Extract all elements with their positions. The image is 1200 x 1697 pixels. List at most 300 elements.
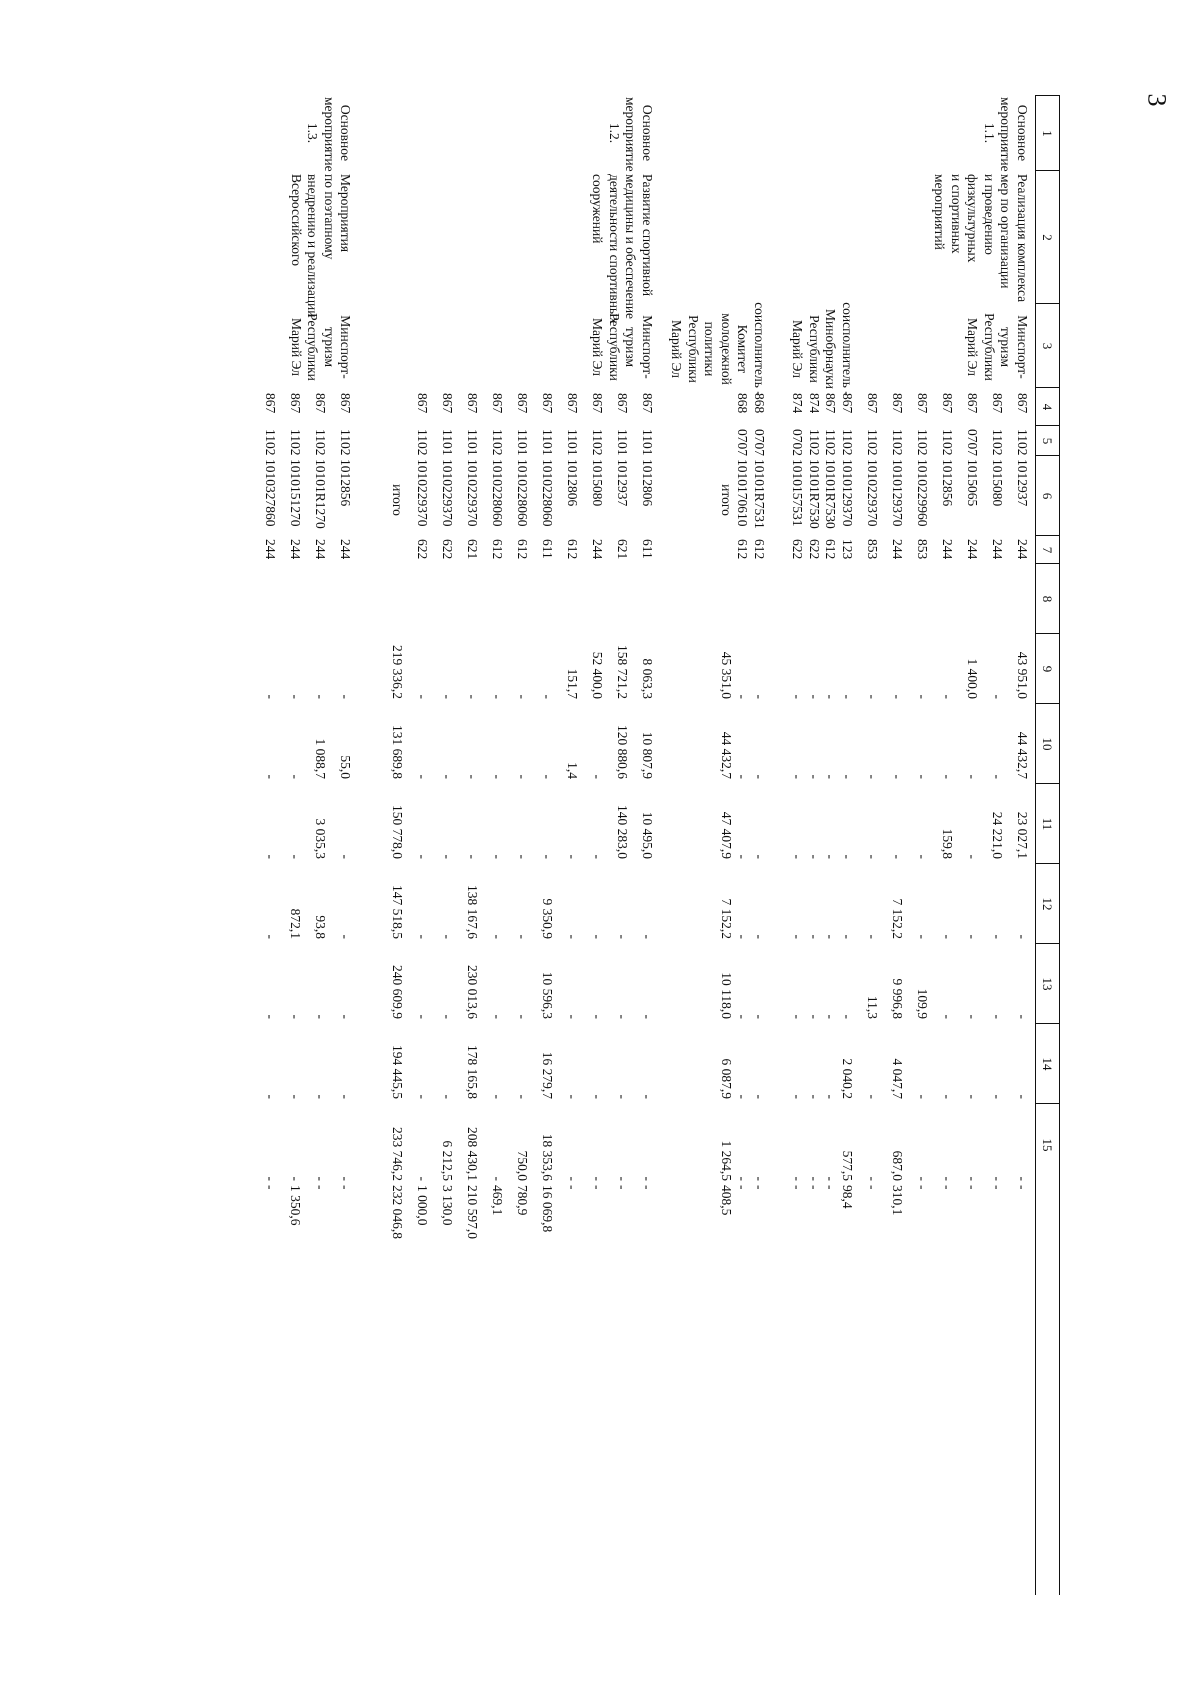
value-cell: 98,4 bbox=[840, 1185, 855, 1209]
code-rz-pr: 1101 bbox=[640, 429, 655, 456]
code-rz-pr: 1102 bbox=[940, 429, 955, 456]
value-cell: - bbox=[338, 934, 354, 939]
code-vr: 244 bbox=[940, 539, 955, 560]
value-cell: 18 353,6 bbox=[540, 1133, 555, 1181]
total-value: 47 407,9 bbox=[719, 811, 734, 859]
value-cell: 52 400,0 bbox=[590, 651, 605, 699]
value-cell: 24 221,0 bbox=[990, 811, 1005, 859]
value-cell: - bbox=[915, 1185, 930, 1190]
code-rz-pr: 1102 bbox=[490, 429, 505, 456]
value-cell: 310,1 bbox=[890, 1185, 905, 1216]
column-header-1: 1 bbox=[1035, 95, 1060, 171]
measure-number: Основное мероприятие 1.2. bbox=[607, 97, 655, 172]
value-cell: - bbox=[865, 934, 880, 939]
value-cell: 750,0 bbox=[515, 1150, 530, 1181]
code-grbs: 867 bbox=[515, 393, 530, 414]
column-header-8: 8 bbox=[1035, 563, 1060, 634]
code-vr: 244 bbox=[288, 539, 304, 560]
value-cell: - bbox=[338, 694, 354, 699]
code-csr: 1015080 bbox=[590, 459, 605, 507]
code-rz-pr: 1101 bbox=[440, 429, 455, 456]
value-cell: - bbox=[540, 694, 555, 699]
value-cell: - bbox=[752, 1176, 767, 1181]
value-cell: - bbox=[565, 934, 580, 939]
code-csr: 10101R7530 bbox=[823, 459, 839, 529]
value-cell: - bbox=[790, 1014, 806, 1019]
column-header-2: 2 bbox=[1035, 170, 1060, 304]
value-cell: - bbox=[807, 854, 822, 859]
value-cell: - bbox=[735, 934, 751, 939]
value-cell: 11,3 bbox=[865, 995, 880, 1019]
value-cell: 6 212,5 bbox=[440, 1140, 455, 1181]
column-header-11: 11 bbox=[1035, 783, 1060, 864]
co-executor: соисполнитель - Комитет молодежной политики Республики Марий Эл bbox=[669, 302, 767, 396]
code-grbs: 867 bbox=[965, 393, 980, 414]
value-cell: - bbox=[338, 1176, 354, 1181]
value-cell: 55,0 bbox=[338, 755, 354, 779]
value-cell: 109,9 bbox=[915, 988, 930, 1019]
value-cell: - bbox=[790, 1185, 806, 1190]
total-value: 150 778,0 bbox=[390, 805, 405, 859]
value-cell: - bbox=[440, 854, 455, 859]
value-cell: - bbox=[823, 1176, 839, 1181]
value-cell: 1 350,6 bbox=[288, 1185, 304, 1226]
code-rz-pr: 1101 bbox=[615, 429, 630, 456]
code-grbs: 868 bbox=[735, 393, 751, 414]
code-csr: 1010229370 bbox=[465, 459, 480, 527]
value-cell: - bbox=[465, 854, 480, 859]
value-cell: - bbox=[465, 694, 480, 699]
value-cell: - bbox=[415, 934, 430, 939]
code-csr: 1010157531 bbox=[790, 459, 806, 527]
value-cell: - bbox=[313, 1185, 329, 1190]
value-cell: - bbox=[1015, 1176, 1030, 1181]
value-cell: - bbox=[313, 1014, 329, 1019]
total-value: 6 087,9 bbox=[719, 1058, 734, 1099]
code-csr: 1012856 bbox=[338, 459, 354, 507]
value-cell: - bbox=[752, 694, 767, 699]
column-header-6: 6 bbox=[1035, 455, 1060, 536]
value-cell: - bbox=[940, 1176, 955, 1181]
value-cell: - bbox=[790, 854, 806, 859]
value-cell: - bbox=[490, 1176, 505, 1181]
value-cell: - bbox=[615, 1185, 630, 1190]
value-cell: - bbox=[288, 854, 304, 859]
value-cell: 138 167,6 bbox=[465, 885, 480, 939]
code-rz-pr: 1102 bbox=[990, 429, 1005, 456]
code-csr: 1012806 bbox=[565, 459, 580, 507]
value-cell: - bbox=[807, 1176, 822, 1181]
value-cell: 2 040,2 bbox=[840, 1058, 855, 1099]
value-cell: - bbox=[940, 774, 955, 779]
value-cell: - bbox=[640, 1185, 655, 1190]
column-header-3: 3 bbox=[1035, 303, 1060, 388]
value-cell: 10 495,0 bbox=[640, 811, 655, 859]
code-grbs: 867 bbox=[263, 393, 279, 414]
value-cell: 1 000,0 bbox=[415, 1185, 430, 1226]
value-cell: - bbox=[515, 1014, 530, 1019]
code-csr: 1010229370 bbox=[440, 459, 455, 527]
value-cell: - bbox=[540, 774, 555, 779]
value-cell: - bbox=[440, 694, 455, 699]
value-cell: - bbox=[990, 694, 1005, 699]
value-cell: - bbox=[640, 1176, 655, 1181]
code-grbs: 867 bbox=[915, 393, 930, 414]
total-value: 44 432,7 bbox=[719, 731, 734, 779]
code-rz-pr: 1101 bbox=[515, 429, 530, 456]
value-cell: - bbox=[490, 1094, 505, 1099]
column-header-12: 12 bbox=[1035, 863, 1060, 944]
value-cell: - bbox=[840, 934, 855, 939]
code-grbs: 867 bbox=[288, 393, 304, 414]
code-csr: 1012856 bbox=[940, 459, 955, 507]
code-grbs: 867 bbox=[565, 393, 580, 414]
executor: Минспорт- туризм Республики Марий Эл bbox=[289, 313, 354, 381]
value-cell: - bbox=[565, 854, 580, 859]
executor: Минспорт- туризм Республики Марий Эл bbox=[590, 313, 655, 381]
code-csr: 1010228060 bbox=[540, 459, 555, 527]
value-cell: - bbox=[735, 1176, 751, 1181]
code-vr: 853 bbox=[915, 539, 930, 560]
value-cell: - bbox=[1015, 1094, 1030, 1099]
value-cell: - bbox=[790, 934, 806, 939]
value-cell: - bbox=[940, 1185, 955, 1190]
value-cell: - bbox=[540, 854, 555, 859]
code-vr: 244 bbox=[338, 539, 354, 560]
value-cell: - bbox=[263, 854, 279, 859]
code-grbs: 867 bbox=[465, 393, 480, 414]
value-cell: - bbox=[807, 1094, 822, 1099]
code-grbs: 867 bbox=[640, 393, 655, 414]
value-cell: - bbox=[288, 1014, 304, 1019]
code-csr: 1010229960 bbox=[915, 459, 930, 527]
executor: Минспорт- туризм Республики Марий Эл bbox=[965, 313, 1030, 381]
column-header-14: 14 bbox=[1035, 1023, 1060, 1104]
code-vr: 123 bbox=[840, 539, 855, 560]
measure-number: Основное мероприятие 1.3. bbox=[305, 97, 354, 172]
code-rz-pr: 1102 bbox=[915, 429, 930, 456]
value-cell: - bbox=[823, 1185, 839, 1190]
value-cell: 9 350,9 bbox=[540, 898, 555, 939]
value-cell: - bbox=[735, 1014, 751, 1019]
value-cell: - bbox=[915, 1094, 930, 1099]
code-grbs: 867 bbox=[590, 393, 605, 414]
value-cell: - bbox=[752, 854, 767, 859]
value-cell: - bbox=[263, 1094, 279, 1099]
rotated-table bbox=[10, 95, 1060, 1595]
code-rz-pr: 0702 bbox=[790, 429, 806, 456]
value-cell: 1,4 bbox=[565, 762, 580, 779]
value-cell: - bbox=[415, 1014, 430, 1019]
value-cell: - bbox=[615, 1176, 630, 1181]
value-cell: - bbox=[440, 1014, 455, 1019]
value-cell: - bbox=[752, 774, 767, 779]
value-cell: - bbox=[338, 854, 354, 859]
value-cell: - bbox=[415, 1094, 430, 1099]
value-cell: 1 400,0 bbox=[965, 658, 980, 699]
code-vr: 853 bbox=[865, 539, 880, 560]
code-grbs: 867 bbox=[990, 393, 1005, 414]
value-cell: - bbox=[338, 1185, 354, 1190]
measure-name: Мероприятия по поэтапному внедрению и реализации Всероссийского bbox=[289, 174, 354, 318]
value-cell: - bbox=[823, 694, 839, 699]
value-cell: - bbox=[823, 1094, 839, 1099]
value-cell: - bbox=[288, 1094, 304, 1099]
value-cell: - bbox=[1015, 1185, 1030, 1190]
code-rz-pr: 1102 bbox=[313, 429, 329, 456]
value-cell: 178 165,8 bbox=[465, 1045, 480, 1099]
value-cell: - bbox=[1015, 934, 1030, 939]
value-cell: - bbox=[940, 694, 955, 699]
code-grbs: 867 bbox=[823, 393, 839, 414]
code-csr: 10101R7530 bbox=[807, 459, 822, 529]
value-cell: - bbox=[915, 1176, 930, 1181]
code-rz-pr: 1102 bbox=[865, 429, 880, 456]
value-cell: 780,9 bbox=[515, 1185, 530, 1216]
value-cell: - bbox=[465, 774, 480, 779]
value-cell: - bbox=[865, 1185, 880, 1190]
value-cell: - bbox=[940, 934, 955, 939]
code-rz-pr: 1102 bbox=[415, 429, 430, 456]
measure-number: Основное мероприятие 1.1. bbox=[982, 97, 1030, 172]
value-cell: - bbox=[735, 1094, 751, 1099]
code-vr: 244 bbox=[1015, 539, 1030, 560]
value-cell: - bbox=[565, 1094, 580, 1099]
value-cell: - bbox=[990, 1185, 1005, 1190]
value-cell: 7 152,2 bbox=[890, 898, 905, 939]
code-csr: 1010129370 bbox=[890, 459, 905, 527]
code-rz-pr: 1102 bbox=[890, 429, 905, 456]
value-cell: - bbox=[735, 1185, 751, 1190]
code-vr: 611 bbox=[540, 539, 555, 559]
value-cell: - bbox=[590, 1176, 605, 1181]
value-cell: - bbox=[490, 694, 505, 699]
value-cell: - bbox=[840, 1014, 855, 1019]
value-cell: 210 597,0 bbox=[465, 1185, 480, 1239]
code-csr: 1010170610 bbox=[735, 459, 751, 527]
value-cell: 208 430,1 bbox=[465, 1127, 480, 1181]
code-vr: 244 bbox=[890, 539, 905, 560]
value-cell: - bbox=[515, 1094, 530, 1099]
total-value: 408,5 bbox=[719, 1185, 734, 1216]
value-cell: - bbox=[990, 1176, 1005, 1181]
value-cell: 3 130,0 bbox=[440, 1185, 455, 1226]
value-cell: - bbox=[313, 1094, 329, 1099]
column-header-7: 7 bbox=[1035, 535, 1060, 564]
value-cell: - bbox=[735, 854, 751, 859]
code-grbs: 867 bbox=[865, 393, 880, 414]
code-grbs: 867 bbox=[540, 393, 555, 414]
value-cell: - bbox=[263, 694, 279, 699]
value-cell: - bbox=[790, 1176, 806, 1181]
code-csr: 1012937 bbox=[615, 459, 630, 507]
value-cell: - bbox=[640, 1094, 655, 1099]
code-vr: 622 bbox=[440, 539, 455, 560]
code-rz-pr: 1101 bbox=[465, 429, 480, 456]
code-vr: 612 bbox=[752, 539, 767, 560]
value-cell: - bbox=[865, 854, 880, 859]
value-cell: 16 069,8 bbox=[540, 1185, 555, 1233]
code-rz-pr: 0707 bbox=[752, 429, 767, 456]
total-value: 45 351,0 bbox=[719, 651, 734, 699]
value-cell: - bbox=[590, 854, 605, 859]
value-cell: - bbox=[415, 1176, 430, 1181]
value-cell: - bbox=[313, 694, 329, 699]
value-cell: - bbox=[940, 1094, 955, 1099]
code-csr: 1010228060 bbox=[490, 459, 505, 527]
code-vr: 612 bbox=[565, 539, 580, 560]
value-cell: - bbox=[440, 934, 455, 939]
value-cell: - bbox=[490, 934, 505, 939]
code-vr: 622 bbox=[790, 539, 806, 560]
code-rz-pr: 1102 bbox=[1015, 429, 1030, 456]
value-cell: - bbox=[590, 774, 605, 779]
value-cell: - bbox=[840, 694, 855, 699]
total-value: 232 046,8 bbox=[390, 1185, 405, 1239]
value-cell: - bbox=[415, 774, 430, 779]
value-cell: - bbox=[965, 854, 980, 859]
value-cell: - bbox=[263, 1185, 279, 1190]
value-cell: 3 035,3 bbox=[313, 818, 329, 859]
value-cell: - bbox=[590, 934, 605, 939]
value-cell: - bbox=[965, 1185, 980, 1190]
co-executor: соисполнитель - Минобрнауки Республики Марий Эл bbox=[790, 302, 855, 396]
value-cell: - bbox=[965, 1014, 980, 1019]
value-cell: - bbox=[807, 1014, 822, 1019]
value-cell: - bbox=[990, 1094, 1005, 1099]
value-cell: - bbox=[263, 1176, 279, 1181]
code-grbs: 874 bbox=[807, 393, 822, 414]
value-cell: - bbox=[915, 934, 930, 939]
value-cell: - bbox=[965, 934, 980, 939]
code-vr: 612 bbox=[735, 539, 751, 560]
value-cell: - bbox=[288, 1176, 304, 1181]
code-grbs: 874 bbox=[790, 393, 806, 414]
column-header-9: 9 bbox=[1035, 633, 1060, 704]
value-cell: - bbox=[590, 1094, 605, 1099]
code-grbs: 867 bbox=[1015, 393, 1030, 414]
code-grbs: 867 bbox=[415, 393, 430, 414]
code-rz-pr: 1101 bbox=[565, 429, 580, 456]
value-cell: - bbox=[313, 1176, 329, 1181]
value-cell: - bbox=[565, 1185, 580, 1190]
value-cell: - bbox=[823, 854, 839, 859]
value-cell: - bbox=[515, 694, 530, 699]
code-csr: 1010129370 bbox=[840, 459, 855, 527]
value-cell: - bbox=[415, 854, 430, 859]
value-cell: - bbox=[490, 774, 505, 779]
value-cell: - bbox=[615, 1014, 630, 1019]
code-grbs: 867 bbox=[440, 393, 455, 414]
code-csr: 10101R1270 bbox=[313, 459, 329, 529]
code-rz-pr: 0707 bbox=[735, 429, 751, 456]
value-cell: - bbox=[338, 1094, 354, 1099]
code-rz-pr: 1102 bbox=[823, 429, 839, 456]
column-header-row bbox=[1034, 95, 1060, 1595]
value-cell: 44 432,7 bbox=[1015, 731, 1030, 779]
value-cell: - bbox=[965, 774, 980, 779]
code-csr: 1010327860 bbox=[263, 459, 279, 527]
code-grbs: 867 bbox=[890, 393, 905, 414]
code-rz-pr: 1102 bbox=[807, 429, 822, 456]
value-cell: - bbox=[440, 1094, 455, 1099]
value-cell: - bbox=[940, 1014, 955, 1019]
value-cell: - bbox=[790, 694, 806, 699]
code-grbs: 867 bbox=[490, 393, 505, 414]
total-value: 194 445,5 bbox=[390, 1045, 405, 1099]
code-csr: 1015065 bbox=[965, 459, 980, 507]
code-vr: 612 bbox=[515, 539, 530, 560]
code-vr: 612 bbox=[490, 539, 505, 560]
value-cell: - bbox=[440, 774, 455, 779]
code-grbs: 867 bbox=[840, 393, 855, 414]
value-cell: 9 996,8 bbox=[890, 978, 905, 1019]
value-cell: 1 088,7 bbox=[313, 738, 329, 779]
value-cell: - bbox=[515, 934, 530, 939]
code-vr: 244 bbox=[990, 539, 1005, 560]
total-label: итого bbox=[719, 484, 734, 516]
value-cell: - bbox=[515, 774, 530, 779]
value-cell: 159,8 bbox=[940, 828, 955, 859]
value-cell: - bbox=[490, 1014, 505, 1019]
value-cell: - bbox=[790, 1094, 806, 1099]
code-rz-pr: 0707 bbox=[965, 429, 980, 456]
value-cell: - bbox=[590, 1014, 605, 1019]
value-cell: - bbox=[915, 854, 930, 859]
value-cell: 151,7 bbox=[565, 668, 580, 699]
code-rz-pr: 1102 bbox=[338, 429, 354, 456]
value-cell: - bbox=[890, 854, 905, 859]
total-value: 1 264,5 bbox=[719, 1140, 734, 1181]
value-cell: - bbox=[965, 1176, 980, 1181]
code-vr: 622 bbox=[807, 539, 822, 560]
value-cell: 10 807,9 bbox=[640, 731, 655, 779]
value-cell: 140 283,0 bbox=[615, 805, 630, 859]
measure-name: Реализация комплекса мер по организации и проведению физкультурных и спортивных мероприятий bbox=[932, 174, 1030, 303]
value-cell: - bbox=[807, 774, 822, 779]
code-vr: 244 bbox=[965, 539, 980, 560]
column-header-15: 15 bbox=[1035, 1103, 1060, 1186]
value-cell: - bbox=[615, 934, 630, 939]
value-cell: - bbox=[515, 854, 530, 859]
value-cell: - bbox=[640, 1014, 655, 1019]
total-value: 7 152,2 bbox=[719, 898, 734, 939]
code-csr: 10101R7531 bbox=[752, 459, 767, 529]
code-csr: 1010229370 bbox=[415, 459, 430, 527]
code-rz-pr: 1101 bbox=[540, 429, 555, 456]
value-cell: - bbox=[640, 934, 655, 939]
column-header-5: 5 bbox=[1035, 425, 1060, 456]
total-value: 240 609,9 bbox=[390, 965, 405, 1019]
value-cell: 120 880,6 bbox=[615, 725, 630, 779]
value-cell: - bbox=[790, 774, 806, 779]
code-grbs: 867 bbox=[615, 393, 630, 414]
code-grbs: 867 bbox=[313, 393, 329, 414]
code-csr: 1015080 bbox=[990, 459, 1005, 507]
code-vr: 244 bbox=[263, 539, 279, 560]
value-cell: - bbox=[752, 934, 767, 939]
code-vr: 622 bbox=[415, 539, 430, 560]
column-header-10: 10 bbox=[1035, 703, 1060, 784]
value-cell: - bbox=[865, 1176, 880, 1181]
column-header-4: 4 bbox=[1035, 387, 1060, 426]
value-cell: - bbox=[865, 694, 880, 699]
value-cell: - bbox=[752, 1014, 767, 1019]
value-cell: - bbox=[823, 774, 839, 779]
value-cell: - bbox=[865, 1094, 880, 1099]
value-cell: 93,8 bbox=[313, 915, 329, 939]
code-rz-pr: 1102 bbox=[288, 429, 304, 456]
